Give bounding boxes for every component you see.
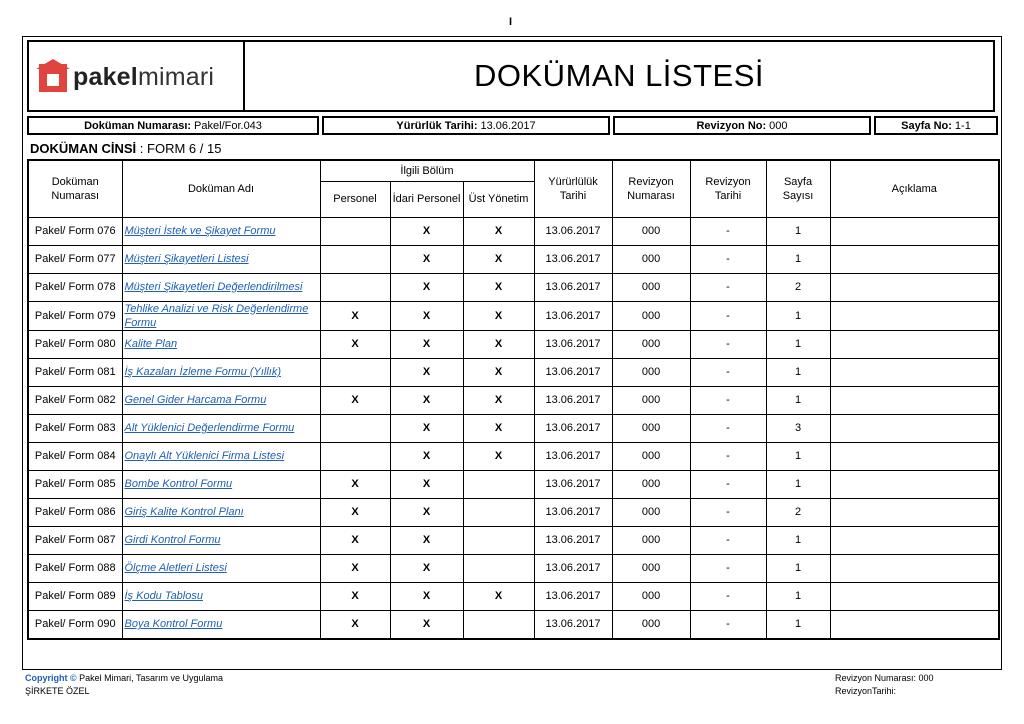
row-page-count: 1 (766, 554, 830, 582)
row-doc-name (122, 526, 320, 554)
row-admin: X (390, 358, 463, 386)
document-type-label: DOKÜMAN CİNSİ (30, 141, 137, 156)
table-row (28, 386, 999, 414)
row-doc-number: Pakel/ Form 085 (28, 470, 122, 498)
page-title: DOKÜMAN LİSTESİ (474, 58, 764, 93)
row-doc-name (122, 273, 320, 301)
row-doc-number: Pakel/ Form 087 (28, 526, 122, 554)
doc-name-link[interactable]: Tehlike Analizi ve Risk Değerlendirme Formu (124, 302, 309, 329)
table-row (28, 498, 999, 526)
row-admin: X (390, 330, 463, 358)
footer-company: Pakel Mimari, Tasarım ve Uygulama (79, 673, 224, 683)
col-page-count: Sayfa Sayısı (766, 160, 830, 217)
document-table (27, 159, 1000, 640)
row-page-count: 1 (766, 330, 830, 358)
row-revision-number: 000 (612, 273, 690, 301)
row-effective-date: 13.06.2017 (534, 582, 612, 610)
table-row (28, 582, 999, 610)
row-revision-date: - (690, 386, 766, 414)
row-personnel (320, 442, 390, 470)
row-top-management: X (463, 358, 534, 386)
meta-date-label: Yürürlük Tarihi: (396, 119, 478, 132)
logo-wordmark (73, 63, 214, 92)
row-revision-date: - (690, 273, 766, 301)
row-effective-date: 13.06.2017 (534, 245, 612, 273)
row-page-count: 1 (766, 301, 830, 330)
table-row (28, 358, 999, 386)
row-admin: X (390, 217, 463, 245)
row-notes (830, 330, 999, 358)
row-doc-name (122, 245, 320, 273)
row-personnel: X (320, 386, 390, 414)
row-revision-number: 000 (612, 498, 690, 526)
row-notes (830, 386, 999, 414)
row-notes (830, 414, 999, 442)
row-revision-number: 000 (612, 358, 690, 386)
row-personnel: X (320, 582, 390, 610)
row-revision-number: 000 (612, 301, 690, 330)
row-doc-name (122, 358, 320, 386)
row-doc-number: Pakel/ Form 077 (28, 245, 122, 273)
row-revision-number: 000 (612, 245, 690, 273)
row-doc-number: Pakel/ Form 089 (28, 582, 122, 610)
doc-name-link[interactable]: Müşteri Şikayetleri Değerlendirilmesi (124, 281, 303, 293)
meta-rev-value: 000 (769, 119, 788, 132)
footer-copyright: Copyright © (25, 673, 77, 683)
row-top-management: X (463, 330, 534, 358)
footer-left (25, 672, 223, 698)
document-type-value: : FORM 6 / 15 (139, 141, 222, 156)
footer-right (835, 672, 934, 698)
row-effective-date: 13.06.2017 (534, 442, 612, 470)
row-revision-number: 000 (612, 554, 690, 582)
row-effective-date: 13.06.2017 (534, 610, 612, 639)
row-personnel: X (320, 330, 390, 358)
row-revision-date: - (690, 414, 766, 442)
row-revision-number: 000 (612, 217, 690, 245)
row-personnel (320, 414, 390, 442)
row-effective-date: 13.06.2017 (534, 470, 612, 498)
row-effective-date: 13.06.2017 (534, 386, 612, 414)
row-effective-date: 13.06.2017 (534, 330, 612, 358)
meta-doc-number-label: Doküman Numarası: (84, 119, 192, 132)
row-notes (830, 217, 999, 245)
row-top-management (463, 498, 534, 526)
row-notes (830, 358, 999, 386)
table-row (28, 470, 999, 498)
footer-private: ŞİRKETE ÖZEL (25, 686, 90, 696)
table-body (28, 217, 999, 639)
row-admin: X (390, 554, 463, 582)
row-page-count: 3 (766, 414, 830, 442)
col-doc-number: Doküman Numarası (28, 160, 122, 217)
page-mark: I (509, 16, 513, 28)
row-effective-date: 13.06.2017 (534, 554, 612, 582)
table-row (28, 610, 999, 639)
table-row (28, 330, 999, 358)
row-top-management: X (463, 582, 534, 610)
doc-name-link[interactable]: Onaylı Alt Yüklenici Firma Listesi (124, 450, 285, 462)
row-doc-name (122, 217, 320, 245)
row-admin: X (390, 582, 463, 610)
row-revision-number: 000 (612, 386, 690, 414)
row-doc-name (122, 301, 320, 330)
row-notes (830, 582, 999, 610)
row-revision-date: - (690, 301, 766, 330)
document-header (27, 40, 995, 112)
row-top-management (463, 470, 534, 498)
row-personnel: X (320, 526, 390, 554)
row-page-count: 1 (766, 470, 830, 498)
row-doc-number: Pakel/ Form 079 (28, 301, 122, 330)
row-revision-number: 000 (612, 526, 690, 554)
row-page-count: 1 (766, 582, 830, 610)
row-doc-name (122, 386, 320, 414)
meta-page-label: Sayfa No: (901, 119, 952, 132)
row-revision-number: 000 (612, 414, 690, 442)
row-effective-date: 13.06.2017 (534, 217, 612, 245)
table-row (28, 245, 999, 273)
row-effective-date: 13.06.2017 (534, 273, 612, 301)
row-revision-number: 000 (612, 470, 690, 498)
row-effective-date: 13.06.2017 (534, 301, 612, 330)
row-doc-name (122, 554, 320, 582)
row-doc-name (122, 470, 320, 498)
logo-cell (29, 42, 245, 110)
row-doc-number: Pakel/ Form 076 (28, 217, 122, 245)
row-revision-date: - (690, 498, 766, 526)
meta-doc-number-value: Pakel/For.043 (194, 119, 262, 132)
logo-bold-text: pakel (73, 63, 138, 91)
row-revision-number: 000 (612, 442, 690, 470)
row-revision-date: - (690, 526, 766, 554)
row-effective-date: 13.06.2017 (534, 358, 612, 386)
row-page-count: 1 (766, 610, 830, 639)
row-top-management (463, 526, 534, 554)
row-doc-name (122, 414, 320, 442)
row-notes (830, 470, 999, 498)
row-top-management: X (463, 386, 534, 414)
row-personnel (320, 217, 390, 245)
row-top-management (463, 554, 534, 582)
row-admin: X (390, 442, 463, 470)
logo-light-text: mimari (137, 63, 215, 91)
doc-name-link[interactable]: Ölçme Aletleri Listesi (124, 562, 227, 574)
row-doc-name (122, 582, 320, 610)
row-notes (830, 526, 999, 554)
row-doc-number: Pakel/ Form 090 (28, 610, 122, 639)
row-personnel (320, 273, 390, 301)
meta-revision (613, 116, 871, 135)
row-doc-number: Pakel/ Form 082 (28, 386, 122, 414)
row-admin: X (390, 470, 463, 498)
table-row (28, 217, 999, 245)
row-doc-name (122, 330, 320, 358)
doc-name-link[interactable]: Bombe Kontrol Formu (124, 478, 233, 490)
row-personnel: X (320, 470, 390, 498)
row-revision-date: - (690, 470, 766, 498)
footer-revision-number: Revizyon Numarası: 000 (835, 673, 934, 683)
row-page-count: 1 (766, 217, 830, 245)
row-notes (830, 301, 999, 330)
col-doc-name: Doküman Adı (122, 160, 320, 217)
row-personnel (320, 358, 390, 386)
row-admin: X (390, 414, 463, 442)
row-top-management: X (463, 245, 534, 273)
row-top-management (463, 610, 534, 639)
table-row (28, 414, 999, 442)
row-page-count: 1 (766, 386, 830, 414)
row-doc-name (122, 498, 320, 526)
row-notes (830, 498, 999, 526)
row-personnel: X (320, 610, 390, 639)
row-effective-date: 13.06.2017 (534, 498, 612, 526)
row-admin: X (390, 526, 463, 554)
row-revision-number: 000 (612, 330, 690, 358)
row-personnel: X (320, 554, 390, 582)
doc-name-link[interactable]: Boya Kontrol Formu (124, 618, 223, 630)
document-type (30, 141, 221, 156)
row-top-management: X (463, 414, 534, 442)
row-revision-date: - (690, 358, 766, 386)
meta-doc-number (27, 116, 319, 135)
row-revision-date: - (690, 610, 766, 639)
row-top-management: X (463, 273, 534, 301)
row-doc-number: Pakel/ Form 080 (28, 330, 122, 358)
row-admin: X (390, 610, 463, 639)
doc-name-link[interactable]: Genel Gider Harcama Formu (124, 394, 267, 406)
row-page-count: 1 (766, 526, 830, 554)
row-personnel: X (320, 498, 390, 526)
col-personnel: Personel (320, 181, 390, 217)
doc-name-link[interactable]: İş Kazaları İzleme Formu (Yıllık) (124, 366, 281, 378)
row-notes (830, 554, 999, 582)
row-revision-date: - (690, 245, 766, 273)
row-effective-date: 13.06.2017 (534, 414, 612, 442)
doc-name-link[interactable]: Giriş Kalite Kontrol Planı (124, 506, 244, 518)
row-admin: X (390, 386, 463, 414)
table-row (28, 273, 999, 301)
meta-page (874, 116, 998, 135)
meta-effective-date (322, 116, 610, 135)
row-doc-number: Pakel/ Form 086 (28, 498, 122, 526)
row-doc-number: Pakel/ Form 088 (28, 554, 122, 582)
table-row (28, 301, 999, 330)
col-revision-date: Revizyon Tarihi (690, 160, 766, 217)
meta-page-value: 1-1 (954, 119, 971, 132)
row-doc-name (122, 442, 320, 470)
row-doc-number: Pakel/ Form 083 (28, 414, 122, 442)
row-revision-date: - (690, 582, 766, 610)
row-personnel (320, 245, 390, 273)
col-admin-personnel: İdari Personel (390, 181, 463, 217)
row-doc-name (122, 610, 320, 639)
row-notes (830, 442, 999, 470)
meta-date-value: 13.06.2017 (480, 119, 536, 132)
doc-name-link[interactable]: İş Kodu Tablosu (124, 590, 203, 602)
meta-rev-label: Revizyon No: (696, 119, 767, 132)
row-doc-number: Pakel/ Form 081 (28, 358, 122, 386)
row-effective-date: 13.06.2017 (534, 526, 612, 554)
row-notes (830, 610, 999, 639)
row-notes (830, 245, 999, 273)
row-page-count: 1 (766, 358, 830, 386)
row-revision-date: - (690, 442, 766, 470)
table-row (28, 442, 999, 470)
row-admin: X (390, 245, 463, 273)
house-logo-icon (39, 64, 67, 92)
col-notes: Açıklama (830, 160, 999, 217)
row-page-count: 1 (766, 245, 830, 273)
table-row (28, 554, 999, 582)
col-revision-number: Revizyon Numarası (612, 160, 690, 217)
table-row (28, 526, 999, 554)
row-page-count: 2 (766, 498, 830, 526)
doc-name-link[interactable]: Girdi Kontrol Formu (124, 534, 221, 546)
company-logo (39, 63, 214, 92)
row-notes (830, 273, 999, 301)
row-revision-date: - (690, 330, 766, 358)
footer-revision-date: RevizyonTarihi: (835, 686, 897, 696)
col-related-dept: İlgili Bölüm (320, 160, 534, 181)
row-doc-number: Pakel/ Form 084 (28, 442, 122, 470)
doc-name-link[interactable]: Müşteri İstek ve Şikayet Formu (124, 225, 276, 237)
doc-name-link[interactable]: Müşteri Şikayetleri Listesi (124, 253, 249, 265)
row-top-management: X (463, 217, 534, 245)
row-personnel: X (320, 301, 390, 330)
row-admin: X (390, 273, 463, 301)
row-top-management: X (463, 301, 534, 330)
row-top-management: X (463, 442, 534, 470)
doc-name-link[interactable]: Kalite Plan (124, 338, 178, 350)
doc-name-link[interactable]: Alt Yüklenici Değerlendirme Formu (124, 422, 295, 434)
row-page-count: 2 (766, 273, 830, 301)
row-admin: X (390, 301, 463, 330)
col-top-management: Üst Yönetim (463, 181, 534, 217)
row-revision-date: - (690, 217, 766, 245)
row-revision-date: - (690, 554, 766, 582)
row-page-count: 1 (766, 442, 830, 470)
row-revision-number: 000 (612, 582, 690, 610)
row-doc-number: Pakel/ Form 078 (28, 273, 122, 301)
row-revision-number: 000 (612, 610, 690, 639)
row-admin: X (390, 498, 463, 526)
col-effective-date: Yürürlülük Tarihi (534, 160, 612, 217)
